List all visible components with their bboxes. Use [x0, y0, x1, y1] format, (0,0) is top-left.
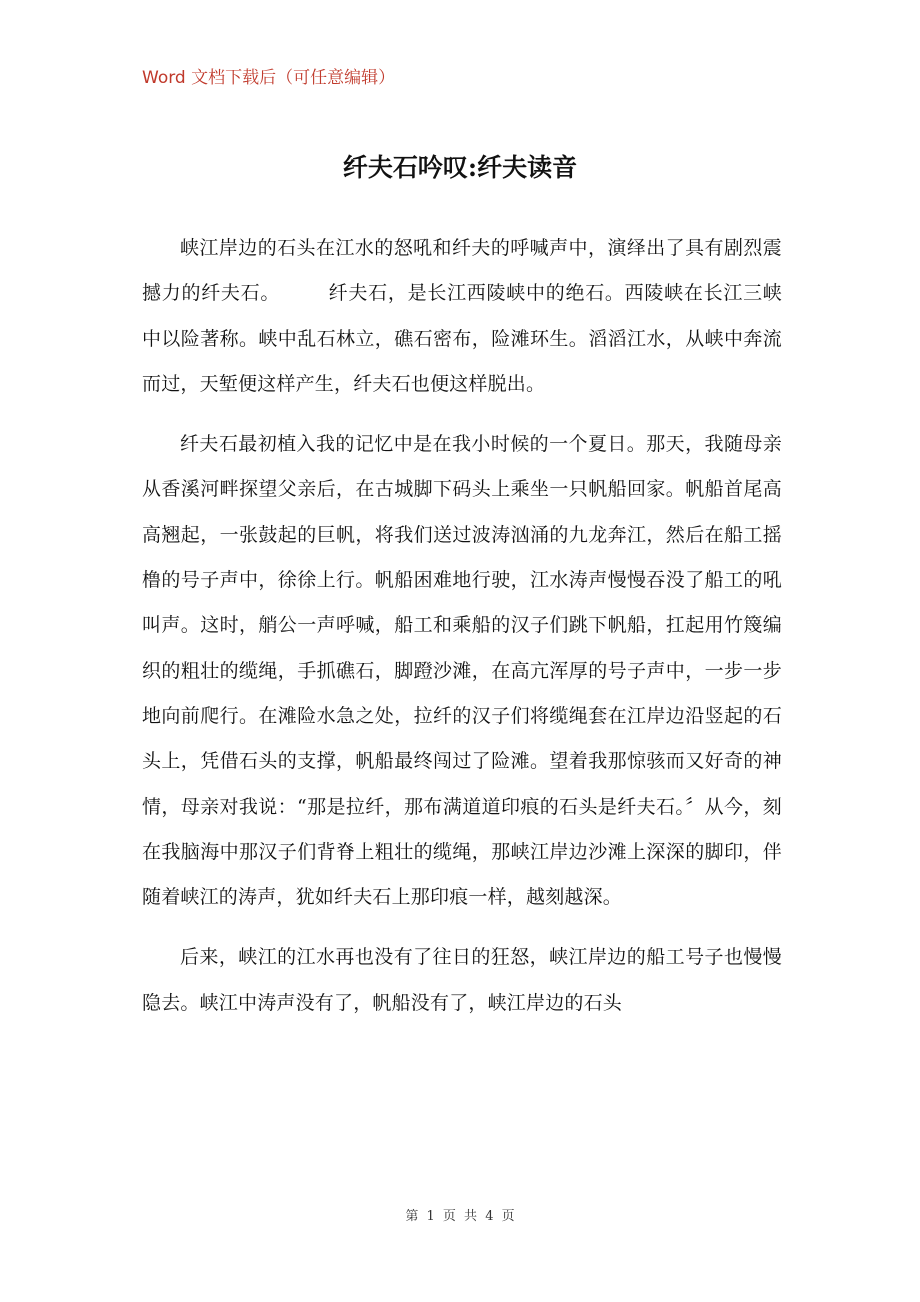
- paragraph-1-part-1: 峡江岸边的石头在江水的怒吼和纤夫的呼喊声中，演绎出了具有剧烈震撼力的纤夫石。: [142, 237, 782, 305]
- download-note: Word 文档下载后（可任意编辑）: [142, 68, 396, 88]
- paragraph-1: [142, 226, 782, 407]
- document-title: 纤夫石吟叹:纤夫读音: [342, 153, 578, 182]
- paragraph-3: 后来，峡江的江水再也没有了往日的狂怒，峡江岸边的船工号子也慢慢隐去。峡江中涛声没有了，帆船没有了，峡江岸边的石头: [142, 946, 782, 1014]
- paragraph-2: 纤夫石最初植入我的记忆中是在我小时候的一个夏日。那天，我随母亲从香溪河畔探望父亲后，在古城脚下码头上乘坐一只帆船回家。帆船首尾高高翘起，一张鼓起的巨帆，将我们送过波涛汹涌的九龙奔江，然后在船工摇橹的号子声中，徐徐上行。帆船困难地行驶，江水涛声慢慢吞没了船工的吼叫声。这时，艄公一声呼喊，船工和乘船的汉子们跳下帆船，扛起用竹篾编织的粗壮的缆绳，手抓礁石，脚蹬沙滩，在高亢浑厚的号子声中，一步一步地向前爬行。在滩险水急之处，拉纤的汉子们将缆绳套在江岸边沿竖起的石头上，凭借石头的支撑，帆船最终闯过了险滩。望着我那惊骇而又好奇的神情，母亲对我说：“那是拉纤，那布满道道印痕的石头是纤夫石。〞从今，刻在我脑海中那汉子们背脊上粗壮的缆绳，那峡江岸边沙滩上深深的脚印，伴随着峡江的涛声，犹如纤夫石上那印痕一样，越刻越深。: [142, 433, 782, 909]
- document-body: [142, 226, 782, 1041]
- page-number: 第 1 页 共 4 页: [405, 1209, 515, 1224]
- paragraph-1-part-2: 纤夫石，是长江西陵峡中的绝石。西陵峡在长江三峡中以险著称。峡中乱石林立，礁石密布，险滩环生。滔滔江水，从峡中奔流而过，天堑便这样产生，纤夫石也便这样脱出。: [142, 282, 782, 395]
